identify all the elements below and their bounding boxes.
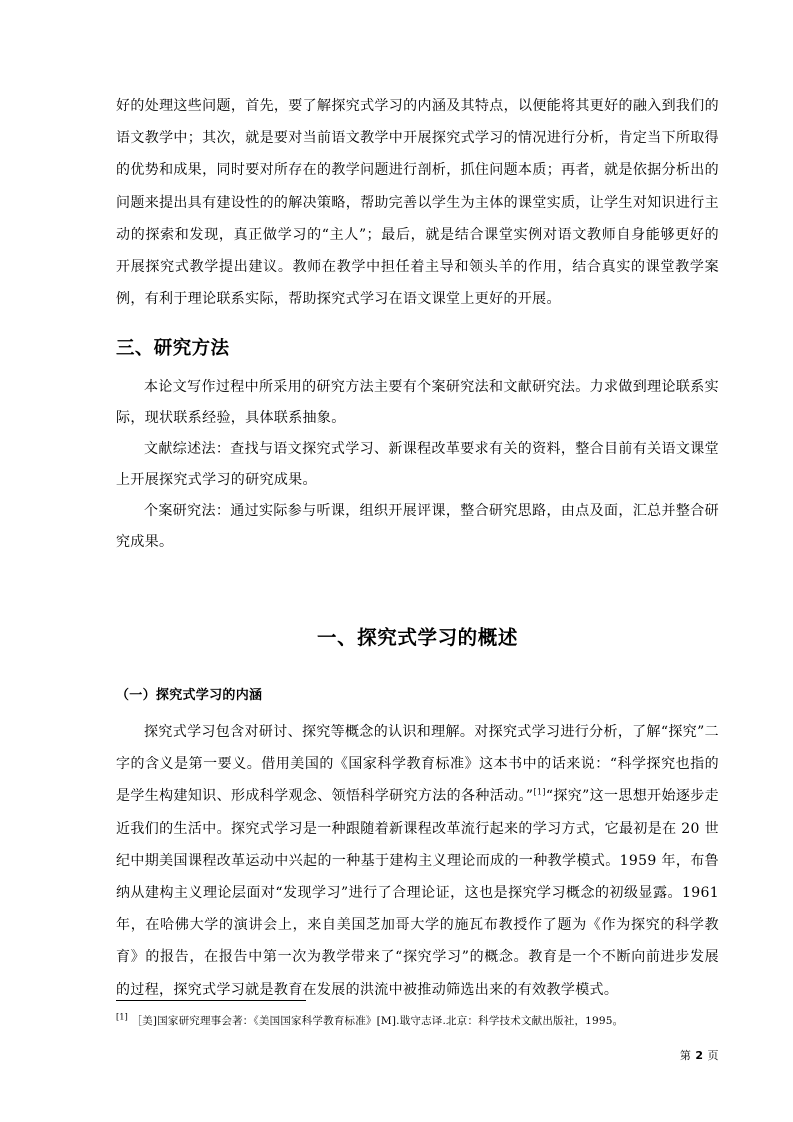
footnote-reference[interactable]: [1] bbox=[533, 787, 546, 797]
footnote-mark: [1] bbox=[116, 1012, 128, 1022]
literature-method-paragraph: 文献综述法：查找与语文探究式学习、新课程改革要求有关的资料，整合目前有关语文课堂上开展探究式学习的研究成果。 bbox=[116, 441, 719, 488]
research-methods-block bbox=[116, 372, 719, 558]
footnote-text: ［美]国家研究理事会著：《美国国家科学教育标准》[M].戢守志译.北京：科学技术文献出版社，1995。 bbox=[131, 1015, 624, 1027]
page-number-prefix: 第 bbox=[679, 1049, 692, 1062]
footnote-divider bbox=[116, 1000, 306, 1001]
chapter-body-part2: “探究”这一思想开始逐步走近我们的生活中。探究式学习是一种跟随着新课程改革流行起来的学习方式，它最初是在 20 世纪中期美国课程改革运动中兴起的一种基于建构主义理论而成的一种教学模式。1959 年，布鲁纳从建构主义理论层面对“发现学习”进行了合理论证，这也是探究学习概念的初级显露。1961 年，在哈佛大学的演讲会上，来自美国芝加哥大学的施瓦布教授作了题为《作为探究的科学教育》的报告，在报告中第一次为教学带来了“探究学习”的概念。教育是一个不断向前进步发展的过程，探究式学习就是教育在发展的洪流中被推动筛选出来的有效教学模式。 bbox=[116, 788, 719, 998]
footnote bbox=[116, 1013, 719, 1029]
page-number-suffix: 页 bbox=[707, 1049, 719, 1062]
intro-paragraph: 好的处理这些问题，首先，要了解探究式学习的内涵及其特点，以便能将其更好的融入到我们的语文教学中；其次，就是要对当前语文教学中开展探究式学习的情况进行分析，肯定当下所取得的优势和成果，同时要对所存在的教学问题进行剖析，抓住问题本质；再者，就是依据分析出的问题来提出具有建设性的的解决策略，帮助完善以学生为主体的课堂实质，让学生对知识进行主动的探索和发现，真正做学习的“主人”；最后，就是结合课堂实例对语文教师自身能够更好的开展探究式教学提出建议。教师在教学中担任着主导和领头羊的作用，结合真实的课堂教学案例，有利于理论联系实际，帮助探究式学习在语文课堂上更好的开展。 bbox=[116, 98, 719, 308]
chapter-body-block bbox=[116, 716, 719, 1006]
page-number-value: 2 bbox=[695, 1049, 704, 1062]
subsection-heading: （一）探究式学习的内涵 bbox=[116, 688, 263, 703]
research-methods-paragraph: 本论文写作过程中所采用的研究方法主要有个案研究法和文献研究法。力求做到理论联系实际，现状联系经验，具体联系抽象。 bbox=[116, 379, 719, 426]
page-number bbox=[680, 1047, 719, 1063]
intro-block bbox=[116, 90, 719, 315]
case-study-method-paragraph: 个案研究法：通过实际参与听课，组织开展评课，整合研究思路，由点及面，汇总并整合研究成果。 bbox=[116, 503, 719, 550]
chapter-body-part1: 探究式学习包含对研讨、探究等概念的认识和理解。对探究式学习进行分析，了解“探究”二字的含义是第一要义。借用美国的《国家科学教育标准》这本书中的话来说：“科学探究也指的是学生构建知识、形成科学观念、领悟科学研究方法的各种活动。” bbox=[116, 724, 719, 805]
chapter-heading: 一、探究式学习的概述 bbox=[316, 626, 518, 649]
chapter-body-paragraph bbox=[116, 716, 719, 1006]
section-heading-research-methods: 三、研究方法 bbox=[116, 338, 230, 359]
